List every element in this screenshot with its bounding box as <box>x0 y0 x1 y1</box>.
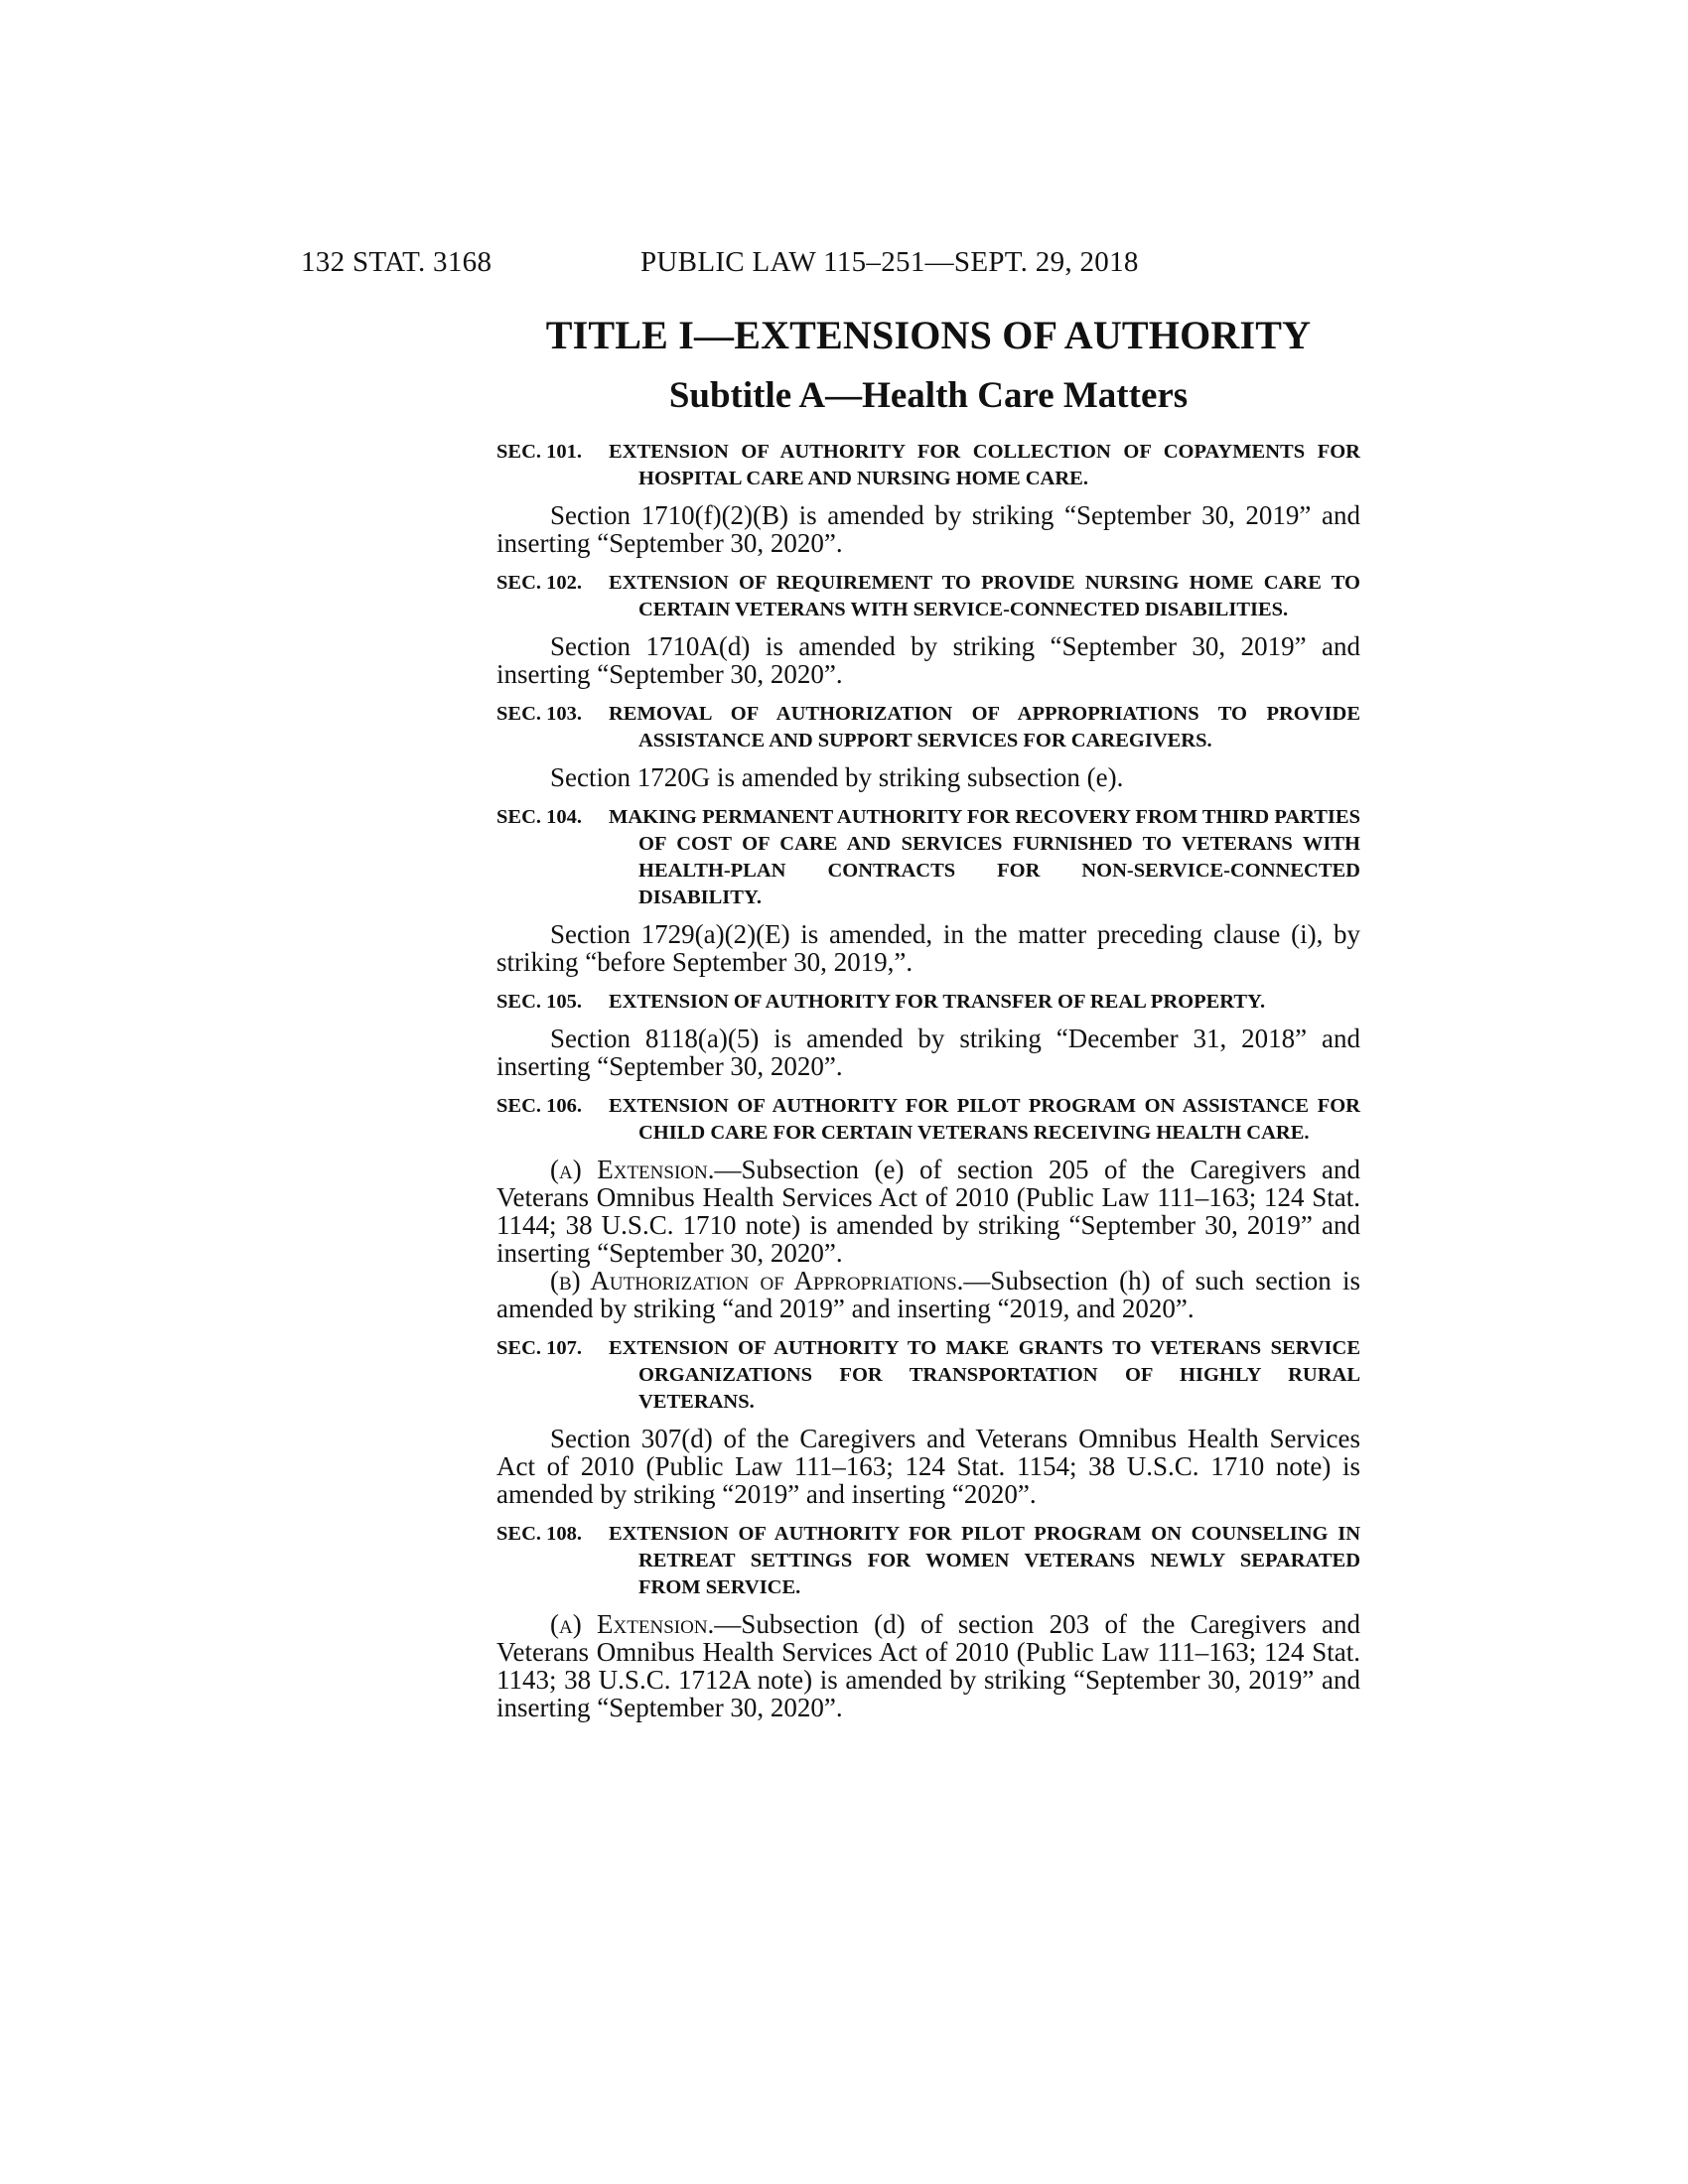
subsection-label: (b) Authorization of Appropriations. <box>550 1266 964 1296</box>
subsection-label: (a) Extension. <box>550 1155 715 1184</box>
section-text: Section 1720G is amended by striking subsection (e). <box>550 762 1124 792</box>
section-101 <box>496 439 1360 557</box>
subsection-text: —Subsection (d) of section 203 of the Caregivers and Veterans Omnibus Health Services Act of 2010 (Public Law 111–163; 124 Stat. 1143; 38 U.S.C. 1712A note) is amended by striking “September 30, 2019” and inserting “September 30, 2020”. <box>496 1609 1361 1722</box>
page-content <box>496 312 1360 1734</box>
section-heading <box>496 804 1360 911</box>
section-number: SEC. 107. <box>496 1337 583 1359</box>
section-number: SEC. 105. <box>496 991 583 1013</box>
section-title: EXTENSION OF REQUIREMENT TO PROVIDE NURSING HOME CARE TO CERTAIN VETERANS WITH SERVICE-CONNECTED DISABILITIES. <box>609 572 1360 620</box>
section-number: SEC. 102. <box>496 572 583 594</box>
section-title: EXTENSION OF AUTHORITY FOR PILOT PROGRAM ON ASSISTANCE FOR CHILD CARE FOR CERTAIN VETERANS RECEIVING HEALTH CARE. <box>609 1095 1360 1144</box>
section-title: EXTENSION OF AUTHORITY FOR TRANSFER OF REAL PROPERTY. <box>609 991 1266 1013</box>
section-107 <box>496 1335 1360 1508</box>
section-heading <box>496 570 1360 623</box>
section-text: Section 1710A(d) is amended by striking “September 30, 2019” and inserting “September 30, 2020”. <box>496 631 1360 689</box>
section-heading <box>496 1335 1360 1416</box>
section-heading <box>496 1093 1360 1147</box>
section-text: Section 307(d) of the Caregivers and Veterans Omnibus Health Services Act of 2010 (Public Law 111–163; 124 Stat. 1154; 38 U.S.C. 1710 note) is amended by striking “2019” and inserting “2020”. <box>496 1424 1360 1509</box>
section-text: Section 8118(a)(5) is amended by striking “December 31, 2018” and inserting “September 30, 2020”. <box>496 1024 1360 1081</box>
subsection-label: (a) Extension. <box>550 1609 715 1639</box>
subsection-a <box>496 1156 1360 1267</box>
subsection-a <box>496 1610 1360 1721</box>
section-104 <box>496 804 1360 976</box>
section-number: SEC. 106. <box>496 1095 583 1117</box>
section-text: Section 1710(f)(2)(B) is amended by striking “September 30, 2019” and inserting “September 30, 2020”. <box>496 500 1360 558</box>
section-heading <box>496 1521 1360 1601</box>
section-number: SEC. 104. <box>496 806 583 828</box>
public-law-citation: PUBLIC LAW 115–251—SEPT. 29, 2018 <box>640 246 1139 278</box>
section-title: REMOVAL OF AUTHORIZATION OF APPROPRIATIONS TO PROVIDE ASSISTANCE AND SUPPORT SERVICES FOR CAREGIVERS. <box>609 703 1360 751</box>
section-title: EXTENSION OF AUTHORITY FOR COLLECTION OF COPAYMENTS FOR HOSPITAL CARE AND NURSING HOME CARE. <box>609 441 1360 489</box>
section-108 <box>496 1521 1360 1721</box>
subsection-b <box>496 1267 1360 1322</box>
subsection-text: —Subsection (e) of section 205 of the Caregivers and Veterans Omnibus Health Services Act of 2010 (Public Law 111–163; 124 Stat. 1144; 38 U.S.C. 1710 note) is amended by striking “September 30, 2019” and inserting “September 30, 2020”. <box>496 1155 1361 1268</box>
section-105 <box>496 989 1360 1080</box>
section-text: Section 1729(a)(2)(E) is amended, in the matter preceding clause (i), by striking “before September 30, 2019,”. <box>496 919 1360 977</box>
section-106 <box>496 1093 1360 1322</box>
section-number: SEC. 101. <box>496 441 583 463</box>
statute-page-number: 132 STAT. 3168 <box>301 246 492 278</box>
subtitle-heading: Subtitle A—Health Care Matters <box>668 375 1189 416</box>
section-heading <box>496 439 1360 492</box>
section-title: EXTENSION OF AUTHORITY TO MAKE GRANTS TO VETERANS SERVICE ORGANIZATIONS FOR TRANSPORTATION OF HIGHLY RURAL VETERANS. <box>609 1337 1360 1413</box>
section-title: MAKING PERMANENT AUTHORITY FOR RECOVERY FROM THIRD PARTIES OF COST OF CARE AND SERVICES FURNISHED TO VETERANS WITH HEALTH-PLAN CONTRACTS FOR NON-SERVICE-CONNECTED DISABILITY. <box>609 806 1360 908</box>
section-title: EXTENSION OF AUTHORITY FOR PILOT PROGRAM ON COUNSELING IN RETREAT SETTINGS FOR WOMEN VETERANS NEWLY SEPARATED FROM SERVICE. <box>609 1523 1360 1598</box>
title-heading: TITLE I—EXTENSIONS OF AUTHORITY <box>545 313 1312 357</box>
section-number: SEC. 103. <box>496 703 583 725</box>
section-103 <box>496 701 1360 791</box>
subsection-text: —Subsection (h) of such section is amended by striking “and 2019” and inserting “2019, and 2020”. <box>496 1266 1361 1323</box>
section-heading <box>496 989 1360 1016</box>
section-102 <box>496 570 1360 688</box>
section-heading <box>496 701 1360 754</box>
section-number: SEC. 108. <box>496 1523 583 1545</box>
